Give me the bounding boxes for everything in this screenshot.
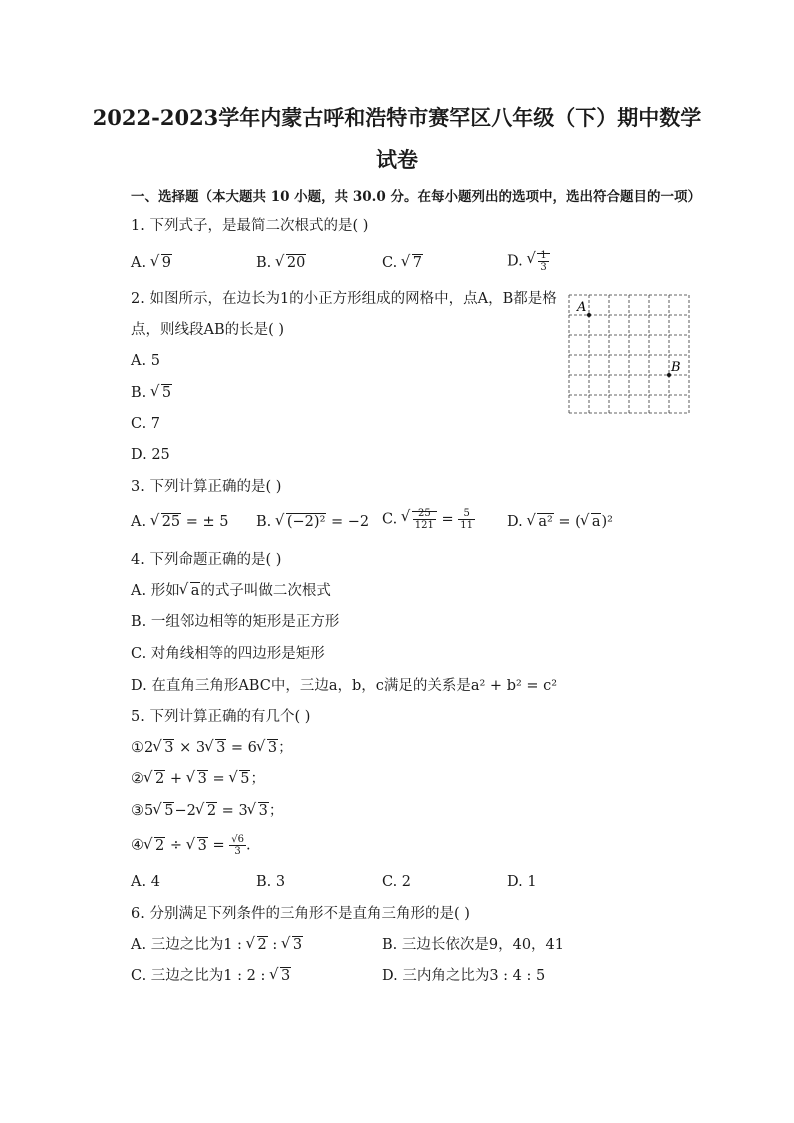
point-b-label: B (671, 360, 681, 375)
q4-option-b: B. 一组邻边相等的矩形是正方形 (131, 614, 340, 630)
question-5-stem: 5. 下列计算正确的有几个( ) (131, 709, 311, 725)
q1-option-d (507, 250, 550, 273)
q6-option-c: C. 三边之比为1 : 2 : √ 3 (131, 966, 291, 986)
sqrt-expression: √ 5 (151, 383, 172, 403)
q5-item-1: ①2√ 3 × 3√ 3 = 6√ 3； (131, 738, 293, 758)
option-label: A. (131, 255, 147, 271)
question-2-stem-line2: 点，则线段AB的长是( ) (131, 322, 285, 338)
q1-option-a (131, 253, 172, 273)
equals-sign: = (436, 511, 459, 528)
point-a-label: A (577, 300, 587, 315)
option-label: D. (507, 253, 523, 270)
sqrt-expression: √ $\frac{25}{121}$ (402, 508, 437, 531)
section-heading: 一、选择题（本大题共 10 小题，共 30.0 分。在每小题列出的选项中，选出符合题目的一项） (131, 189, 701, 205)
sqrt-expression: √ a (180, 581, 201, 601)
q5-item-3: ③5√ 5−2√ 2 = 3√ 3； (131, 801, 283, 821)
q5-option-b: B. 3 (256, 874, 286, 890)
option-label: B. (256, 514, 272, 530)
expression-rest: = ± 5 (181, 514, 229, 530)
sqrt-expression: √ a (581, 512, 602, 532)
q1-option-c (382, 253, 423, 273)
q5-option-a: A. 4 (131, 874, 160, 890)
question-2-stem-line1: 2. 如图所示，在边长为1的小正方形组成的网格中，点A，B都是格 (131, 291, 557, 307)
q3-option-c: C. √ $\frac{25}{121}$ = $\frac{5}{11}$ (382, 508, 475, 531)
q2-option-a: A. 5 (131, 353, 160, 369)
option-label: A. (131, 514, 147, 530)
expression-rest: = −2 (326, 514, 370, 530)
sqrt-expression: √ 7 (402, 253, 423, 273)
q5-option-c: C. 2 (382, 874, 412, 890)
question-4-stem: 4. 下列命题正确的是( ) (131, 552, 282, 568)
option-label: B. (131, 385, 147, 401)
question-3-stem: 3. 下列计算正确的是( ) (131, 479, 282, 495)
sqrt-expression: √ (−2)² (276, 512, 327, 532)
option-label: D. (507, 514, 523, 530)
q3-option-a (131, 512, 229, 532)
expression-rest: )² (601, 514, 613, 530)
q5-item-2: ②√ 2 + √ 3 = √ 5； (131, 769, 265, 789)
option-label: B. (256, 255, 272, 271)
sqrt-expression: √ $\frac{1}{3}$ (527, 250, 549, 273)
expression-mid: = ( (553, 514, 581, 530)
grid-figure (568, 294, 690, 414)
q6-option-b: B. 三边长依次是9，40，41 (382, 937, 564, 953)
page-title-line2: 试卷 (376, 147, 418, 172)
q2-option-c: C. 7 (131, 416, 161, 432)
option-label: C. (382, 511, 398, 528)
q1-option-b (256, 253, 306, 273)
point-a-dot (587, 313, 591, 317)
question-1-stem: 1. 下列式子，是最简二次根式的是( ) (131, 218, 369, 234)
q4-option-c: C. 对角线相等的四边形是矩形 (131, 646, 325, 662)
question-6-stem: 6. 分别满足下列条件的三角形不是直角三角形的是( ) (131, 906, 470, 922)
page-title: 2022-2023学年内蒙古呼和浩特市赛罕区八年级（下）期中数学 (92, 105, 702, 130)
q5-option-d: D. 1 (507, 874, 537, 890)
sqrt-expression: √ a² (527, 512, 553, 532)
q6-option-a: A. 三边之比为1 : √ 2 : √ 3 (131, 935, 303, 955)
q5-item-4: ④√ 2 ÷ √ 3 = $\frac{√6}{3}$ . (131, 834, 251, 857)
q3-option-d (507, 512, 613, 532)
q2-option-d: D. 25 (131, 447, 170, 463)
q4-option-a: A. 形如√ a的式子叫做二次根式 (131, 581, 331, 601)
q2-option-b (131, 383, 172, 403)
q3-option-b (256, 512, 369, 532)
q6-option-d: D. 三内角之比为3 : 4 : 5 (382, 968, 546, 984)
sqrt-expression: √ 20 (276, 253, 306, 273)
sqrt-expression: √ 25 (151, 512, 181, 532)
sqrt-expression: √ 9 (151, 253, 172, 273)
q4-option-d: D. 在直角三角形ABC中，三边a，b，c满足的关系是a² + b² = c² (131, 678, 558, 694)
option-label: C. (382, 255, 398, 271)
